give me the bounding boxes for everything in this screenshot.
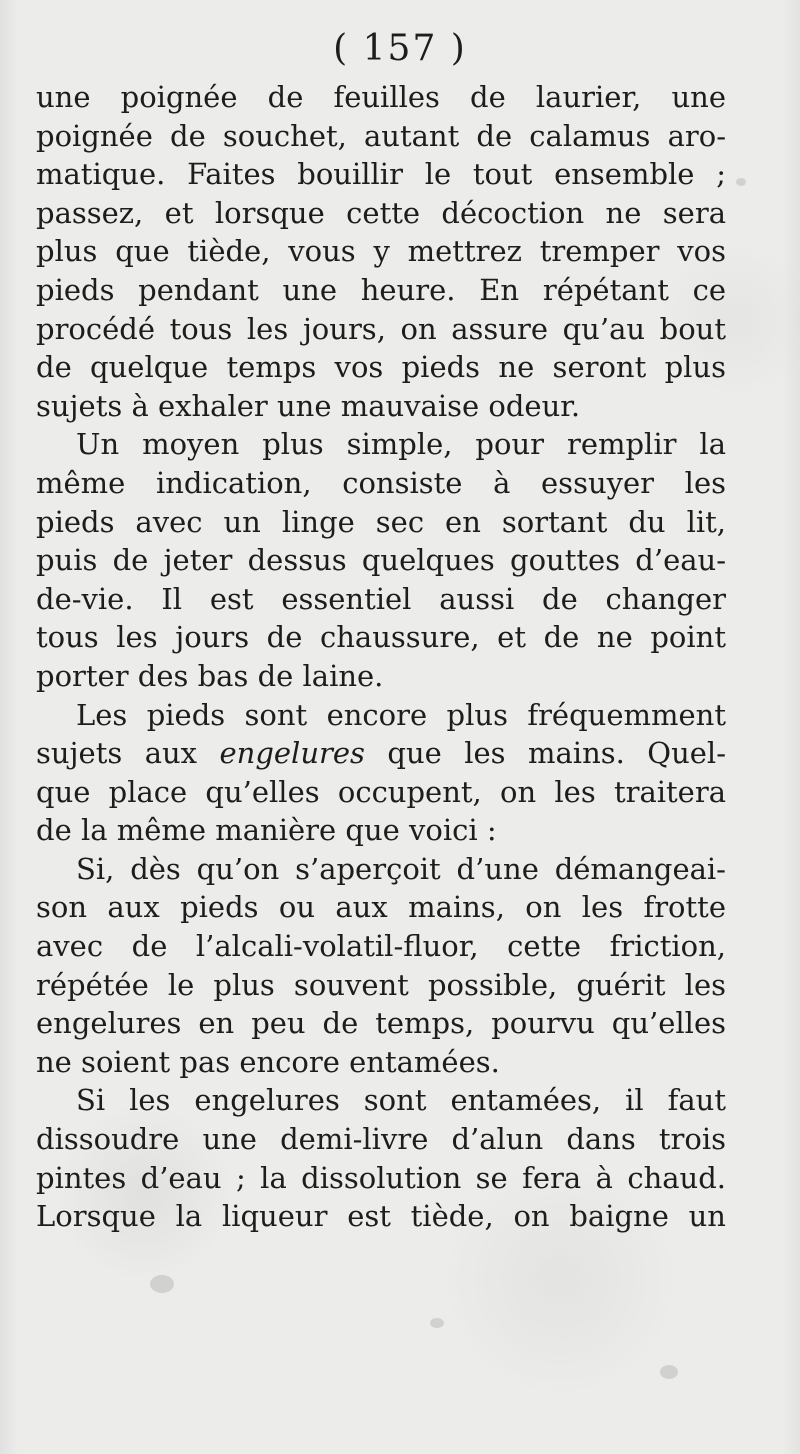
text-line: tous les jours de chaussure, et de ne point	[36, 620, 726, 655]
text-segment: que les mains. Quel-	[364, 736, 726, 771]
text-line: pieds avec un linge sec en sortant du lit,	[36, 504, 726, 539]
text-line: sujets à exhaler une mauvaise odeur.	[36, 388, 581, 423]
text-segment: sujets aux	[36, 736, 220, 771]
text-line-with-italic	[36, 734, 726, 773]
paragraph-start-line: Un moyen plus simple, pour remplir la	[76, 427, 726, 462]
text-line: répétée le plus souvent possible, guérit les	[36, 967, 726, 1002]
text-line: de la même manière que voici :	[36, 813, 497, 848]
text-line: de-vie. Il est essentiel aussi de changer	[36, 581, 726, 616]
paper-speck	[660, 1365, 678, 1379]
italic-term: engelures	[219, 736, 365, 771]
page-number: ( 157 )	[333, 28, 467, 69]
text-line: que place qu’elles occupent, on les traitera	[36, 774, 726, 809]
text-line: matique. Faites bouillir le tout ensemble ;	[36, 157, 726, 192]
text-line: une poignée de feuilles de laurier, une	[36, 80, 726, 114]
body-text	[36, 78, 726, 1236]
text-line: porter des bas de laine.	[36, 658, 384, 693]
paper-speck	[430, 1318, 444, 1328]
text-line: engelures en peu de temps, pourvu qu’elles	[36, 1006, 726, 1041]
text-line: Lorsque la liqueur est tiède, on baigne un	[36, 1199, 726, 1234]
text-line: avec de l’alcali-volatil-fluor, cette friction,	[36, 929, 726, 964]
paragraph-start-line: Si, dès qu’on s’aperçoit d’une démangeai-	[76, 851, 726, 886]
paragraph-start-line: Si les engelures sont entamées, il faut	[76, 1083, 726, 1118]
paper-speck	[150, 1275, 174, 1293]
text-line: de quelque temps vos pieds ne seront plus	[36, 350, 726, 385]
text-line: pieds pendant une heure. En répétant ce	[36, 272, 726, 307]
text-line: procédé tous les jours, on assure qu’au bout	[36, 311, 726, 346]
paragraph-start-line: Les pieds sont encore plus fréquemment	[76, 697, 726, 732]
text-line: pintes d’eau ; la dissolution se fera à chaud.	[36, 1160, 726, 1195]
text-line: même indication, consiste à essuyer les	[36, 465, 726, 500]
text-line: son aux pieds ou aux mains, on les frotte	[36, 890, 726, 925]
text-line: dissoudre une demi-livre d’alun dans trois	[36, 1122, 726, 1157]
text-line: puis de jeter dessus quelques gouttes d’eau-	[36, 543, 726, 578]
text-line: poignée de souchet, autant de calamus aro-	[36, 118, 726, 153]
text-line: plus que tiède, vous y mettrez tremper vos	[36, 234, 726, 269]
text-line: ne soient pas encore entamées.	[36, 1044, 500, 1079]
paper-speck	[736, 178, 746, 186]
text-line: passez, et lorsque cette décoction ne sera	[36, 195, 726, 230]
